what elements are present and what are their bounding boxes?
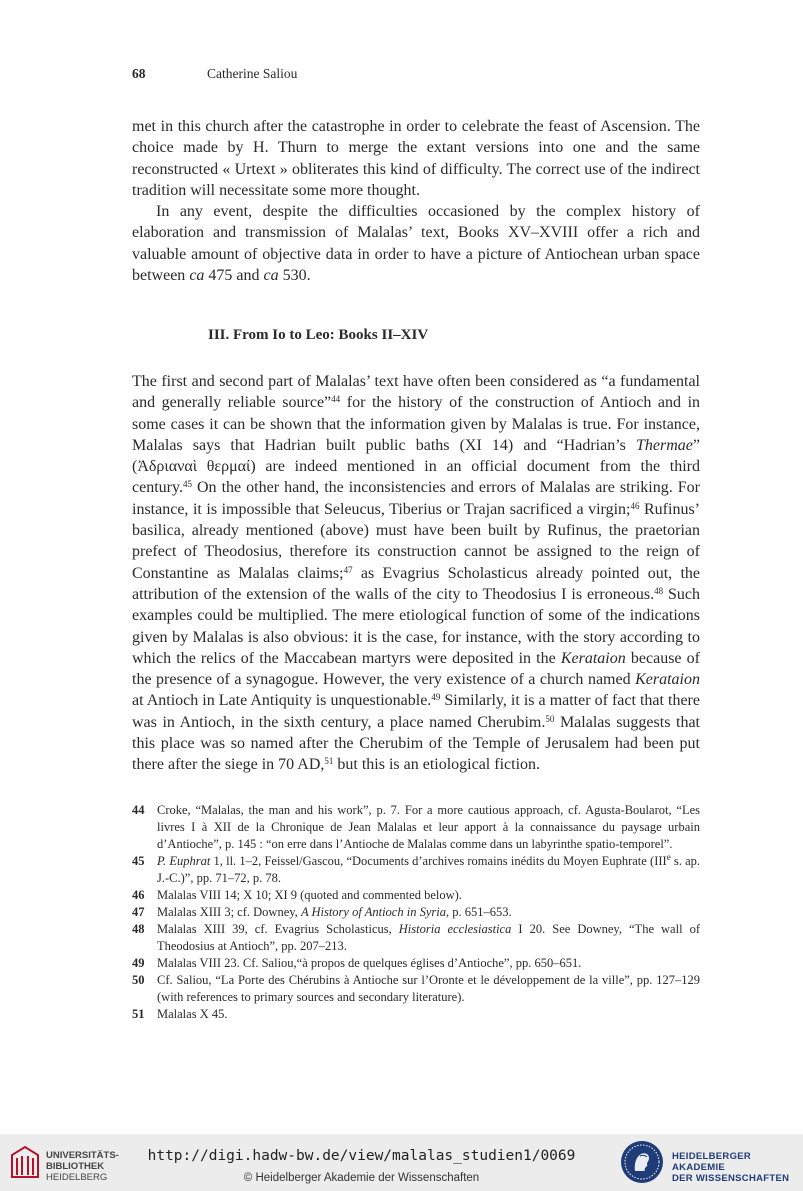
footnotes (132, 802, 700, 1023)
text-run: for the history of the construction of Antioch and in some cases it can be shown that the information given by Malalas is true. For instance, Malalas says that Hadrian built public baths (XI 14) and “Hadrian’s (132, 394, 701, 454)
footnote-italic: Historia ecclesiastica (398, 922, 512, 936)
footnote-text: Malalas XIII 39, cf. Evagrius Scholasticus, (157, 922, 399, 936)
footnote-47 (132, 904, 700, 921)
footnote-text: s. ap. J.-C.)”, pp. 71–72, p. 78. (157, 854, 701, 885)
footnote-number: 44 (132, 803, 145, 817)
text-run: Rufinus’ basilica, already mentioned (above) must have been built by Rufinus, the praetorian prefect of Theodosius, therefore its construction cannot be assigned to the reign of Constantine as Malalas claims; (132, 500, 701, 582)
ub-line-3: HEIDELBERG (46, 1172, 108, 1183)
footnote-45 (132, 853, 700, 887)
paragraph-2-end: 530. (278, 266, 311, 284)
footnote-text: Croke, “Malalas, the man and his work”, p. 7. For a more cautious approach, cf. Agusta-Boularot, “Les livres I à XII de la Chronique de Jean Malalas et leur apport à la connaissance du paysage urbain d’Antioche”, p. 145 : “on erre dans l’Antioche de Malalas comme dans un labyrinthe spatio-temporel”. (157, 803, 700, 851)
running-head: Catherine Saliou (207, 66, 298, 81)
text-run: as Evagrius Scholasticus already pointed out, the attribution of the extension of the walls of the city to Theodosius I is erroneous. (132, 564, 700, 603)
section-heading: III. From Io to Leo: Books II–XIV (208, 327, 429, 343)
page-header (132, 66, 702, 86)
text-run: because of the presence of a synagogue. However, the very existence of a church named (132, 649, 700, 689)
footnote-ref-50[interactable]: 50 (545, 713, 555, 724)
footnote-50 (132, 972, 700, 1006)
text-run: On the other hand, the inconsistencies and errors of Malalas are striking. For instance, it is impossible that Seleucus, Tiberius or Trajan sacrificed a virgin; (132, 479, 700, 518)
page-number: 68 (132, 66, 146, 81)
copyright-notice: © Heidelberger Akademie der Wissenschaften (243, 1172, 480, 1184)
ca-abbrev: ca (263, 266, 279, 284)
text-run: Such examples could be multiplied. The mere etiological function of some of the indications given by Malalas is also obvious: it is the case, for instance, with the story according to which the relics of the Maccabean martyrs were deposited in the (132, 585, 701, 667)
text-run: Malalas suggests that this place was so named after the Cherubim of the Temple of Jerusalem had been put there after the siege in 70 AD, (132, 713, 700, 774)
footnote-italic: P. Euphrat (157, 854, 211, 868)
footnote-48 (132, 921, 700, 955)
footnote-superscript: e (666, 852, 671, 862)
footnote-number: 46 (132, 888, 145, 902)
footnote-number: 51 (132, 1007, 145, 1021)
footnote-ref-47[interactable]: 47 (343, 564, 353, 575)
permalink-url[interactable]: http://digi.hadw-bw.de/view/malalas_studien1/0069 (147, 1148, 576, 1164)
footnote-ref-44[interactable]: 44 (331, 394, 341, 405)
footnote-number: 47 (132, 905, 145, 919)
thermae-term: Thermae (636, 436, 693, 454)
ub-line-1: UNIVERSITÄTS- (46, 1150, 119, 1161)
footnote-text: Cf. Saliou, “La Porte des Chérubins à Antioche sur l’Oronte et le développement de la ville”, pp. 127–129 (with references to primary sources and secondary literature). (157, 973, 700, 1004)
footnote-text: , p. 651–653. (445, 905, 512, 919)
footnote-ref-45[interactable]: 45 (182, 479, 192, 490)
text-run: but this is an etiological fiction. (333, 756, 541, 774)
footnote-number: 49 (132, 956, 145, 970)
ca-abbrev: ca (189, 266, 205, 284)
text-run: ” (Ἀδριαναὶ θερμαί) are indeed mentioned in an official document from the third century. (132, 436, 700, 497)
footer-band (0, 1134, 803, 1191)
footnote-44 (132, 802, 700, 853)
academy-seal-icon[interactable] (620, 1140, 664, 1184)
kerataion-term: Kerataion (560, 649, 626, 667)
text-run: The first and second part of Malalas’ text have often been considered as “a fundamental and generally reliable source” (132, 373, 700, 412)
kerataion-term: Kerataion (635, 671, 700, 689)
text-run: at Antioch in Late Antiquity is unquestionable. (132, 692, 432, 710)
footnote-text: 1, ll. 1–2, Feissel/Gascou, “Documents d’archives romains inédits du Moyen Euphrate (III (210, 854, 667, 868)
footnote-text: Malalas XIII 3; cf. Downey, (157, 905, 301, 919)
footnote-ref-49[interactable]: 49 (431, 692, 441, 703)
footnote-number: 50 (132, 973, 145, 987)
ub-line-2: BIBLIOTHEK (46, 1161, 105, 1172)
academy-name (672, 1151, 803, 1184)
footnote-ref-48[interactable]: 48 (654, 585, 664, 596)
footnote-italic: A History of Antioch in Syria (300, 905, 446, 919)
footnote-number: 45 (132, 854, 145, 868)
footnote-49 (132, 955, 700, 972)
footnote-text: Malalas VIII 14; X 10; XI 9 (quoted and commented below). (157, 888, 462, 902)
paragraph-2-main: In any event, despite the difficulties occasioned by the complex history of elaboration and transmission of Malalas’ text, Books XV–XVIII offer a rich and valuable amount of objective data in order to have a picture of Antiochean urban space between (132, 203, 700, 284)
hadw-line-2: DER WISSENSCHAFTEN (672, 1173, 790, 1184)
footnote-text: Malalas VIII 23. Cf. Saliou,“à propos de quelques églises d’Antioche”, pp. 650–651. (157, 956, 582, 970)
footnote-ref-51[interactable]: 51 (324, 756, 334, 767)
hadw-line-1: HEIDELBERGER AKADEMIE (672, 1151, 752, 1173)
text-run: Similarly, it is a matter of fact that there was in Antioch, in the sixth century, a place named Cherubim. (132, 692, 700, 731)
paragraph-3 (132, 371, 700, 776)
footnote-text: Malalas X 45. (157, 1007, 228, 1021)
footnote-number: 48 (132, 922, 145, 936)
paragraph-2-mid: 475 and (204, 266, 264, 284)
paragraph-2 (132, 201, 700, 286)
footnote-ref-46[interactable]: 46 (630, 500, 640, 511)
paragraph-1: met in this church after the catastrophe in order to celebrate the feast of Ascension. The choice made by H. Thurn to merge the extant versions into one and the same reconstructed « Urtext » obliterates this kind of difficulty. The correct use of the indirect tradition will necessitate some more thought. (132, 118, 700, 199)
footnote-text: I 20. See Downey, “The wall of Theodosius at Antioch”, pp. 207–213. (157, 922, 700, 953)
footnote-51 (132, 1006, 700, 1023)
footnote-46 (132, 887, 700, 904)
